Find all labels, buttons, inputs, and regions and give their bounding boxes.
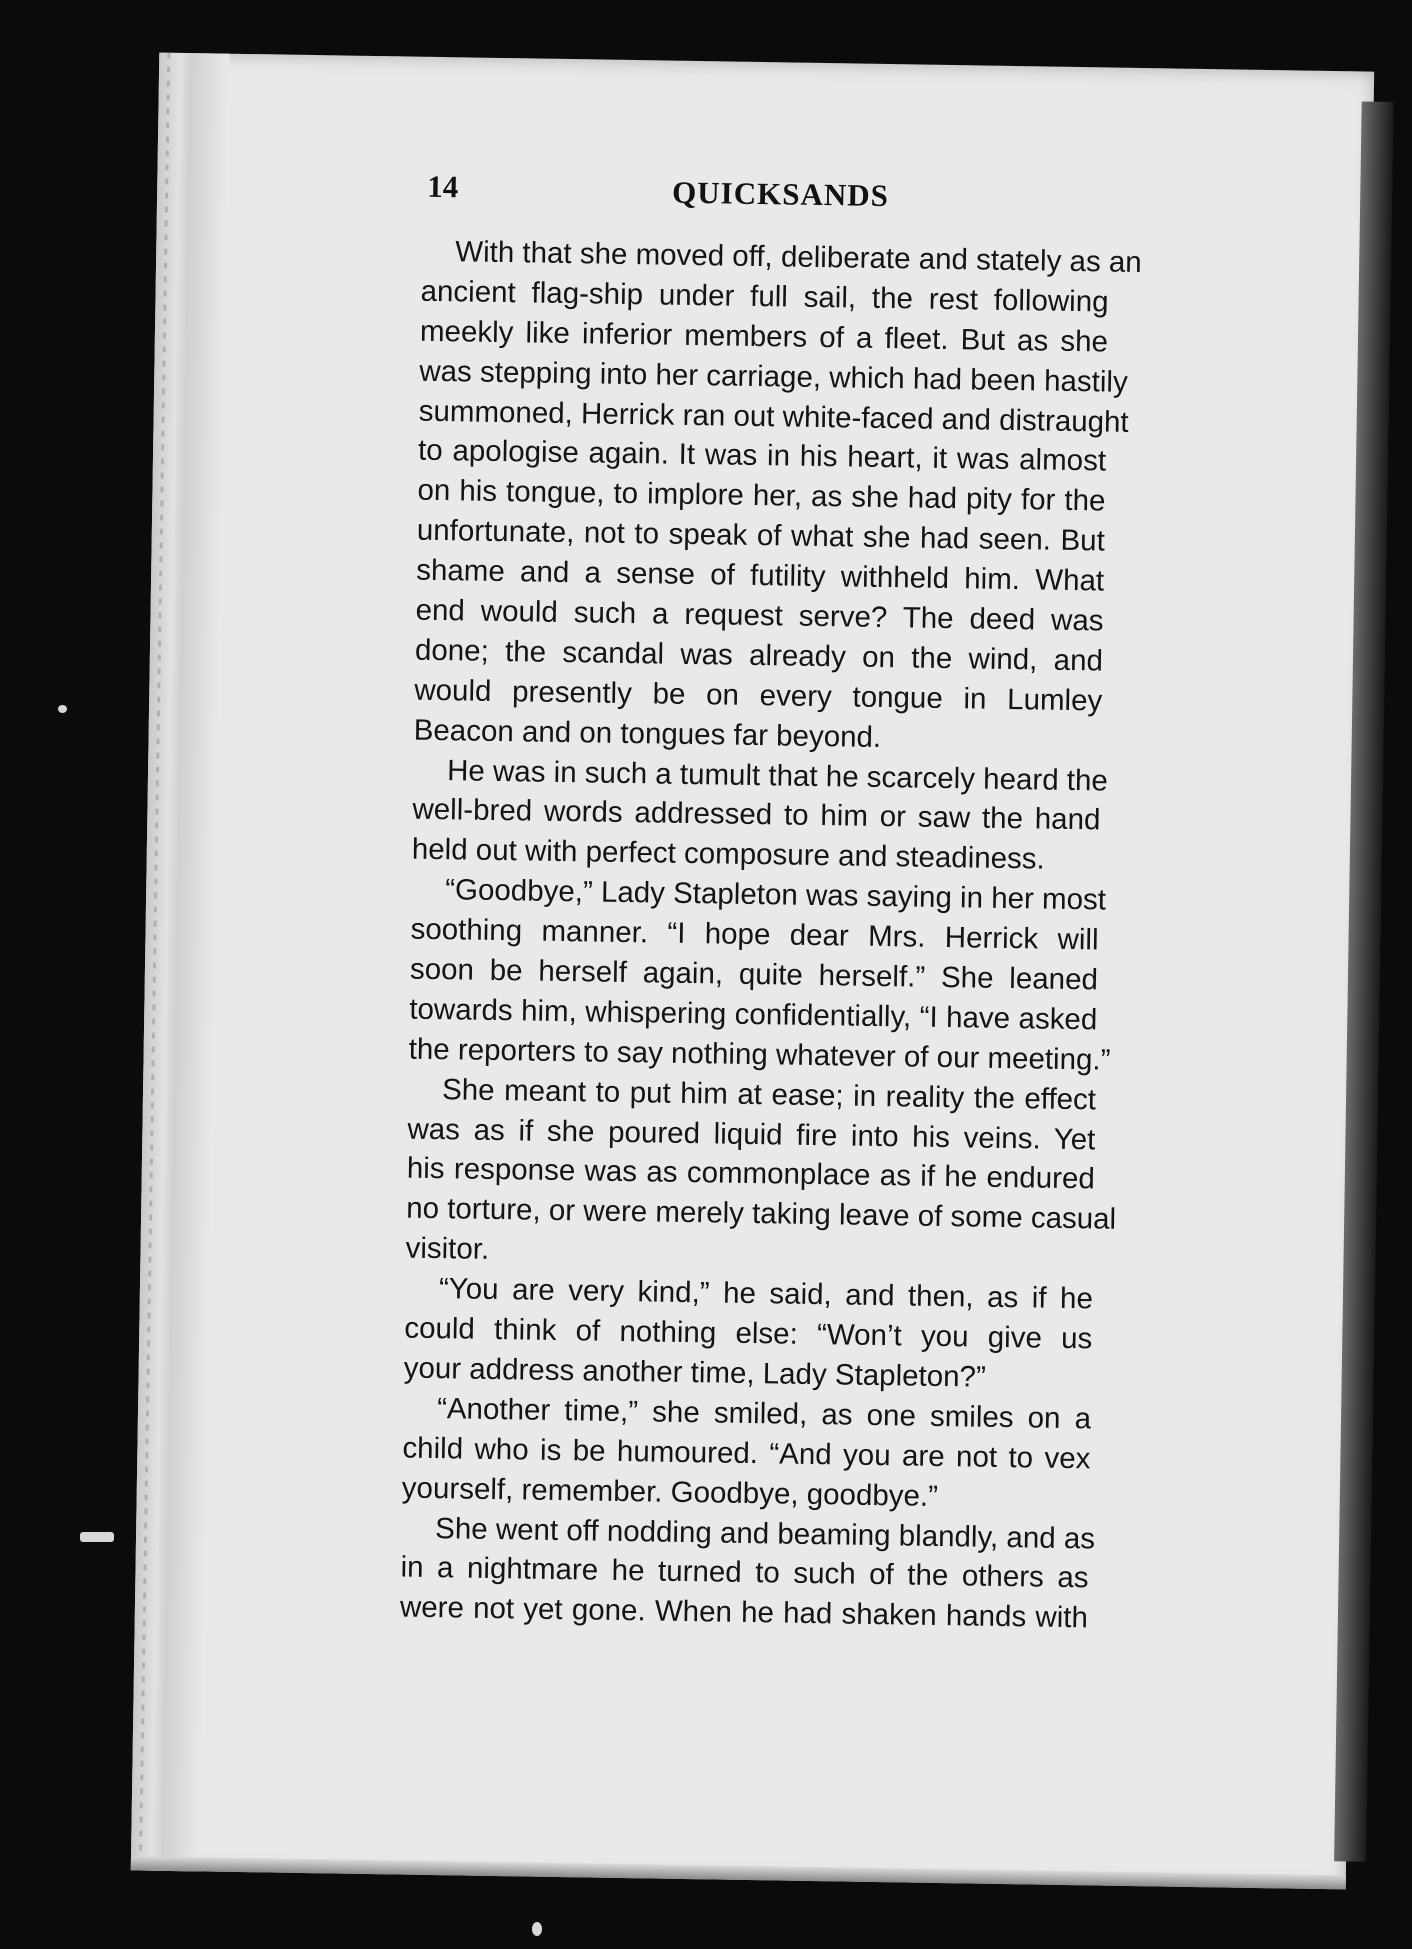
running-title: QUICKSANDS xyxy=(671,174,890,214)
text-line: held out with perfect composure and steadiness. xyxy=(411,832,1046,876)
text-line: ancient flag-ship under full sail, the rest following xyxy=(420,274,1109,319)
text-line: would presently be on every tongue in Lumley xyxy=(414,673,1103,718)
scan-speck xyxy=(532,1922,542,1936)
text-line: was stepping into her carriage, which had been hastily xyxy=(419,354,1128,399)
text-line: your address another time, Lady Stapleton?” xyxy=(403,1351,987,1394)
page-number: 14 xyxy=(427,168,459,205)
text-line: meekly like inferior members of a fleet. But as she xyxy=(419,314,1109,359)
text-line: “Another time,” she smiled, as one smiles on a xyxy=(436,1391,1092,1436)
scan-speck xyxy=(80,1532,114,1542)
text-line: She meant to put him at ease; in reality the effect xyxy=(441,1072,1097,1117)
book-page xyxy=(131,53,1374,1890)
text-line: soon be herself again, quite herself.” She leaned xyxy=(409,952,1099,997)
text-line: his response was as commonplace as if he endured xyxy=(406,1152,1096,1196)
text-line: in a nightmare he turned to such of the others as xyxy=(400,1550,1089,1595)
text-line: yourself, remember. Goodbye, goodbye.” xyxy=(401,1471,939,1513)
text-line: child who is be humoured. “And you are not to vex xyxy=(402,1431,1091,1476)
text-line: With that she moved off, deliberate and stately as an xyxy=(455,235,1142,280)
text-line: the reporters to say nothing whatever of our meeting.” xyxy=(408,1032,1111,1077)
text-line: was as if she poured liquid fire into his veins. Yet xyxy=(407,1112,1096,1156)
text-line: visitor. xyxy=(405,1231,490,1267)
page-bottom-edge xyxy=(131,1856,1346,1889)
text-line: “Goodbye,” Lady Stapleton was saying in her most xyxy=(444,873,1107,917)
text-line: summoned, Herrick ran out white-faced and distraught xyxy=(418,394,1129,439)
text-line: He was in such a tumult that he scarcely heard the xyxy=(446,753,1109,798)
text-line: “You are very kind,” he said, and then, as if he xyxy=(438,1272,1094,1316)
text-line: to apologise again. It was in his heart, it was almost xyxy=(417,434,1107,478)
text-line: on his tongue, to implore her, as she had pity for the xyxy=(417,474,1106,518)
text-line: soothing manner. “I hope dear Mrs. Herrick will xyxy=(410,912,1099,957)
text-line: well-bred words addressed to him or saw the hand xyxy=(412,793,1101,837)
page-binding-shadow xyxy=(131,53,230,1872)
page-header xyxy=(427,169,1028,224)
body-text xyxy=(399,232,1142,1639)
text-line: could think of nothing else: “Won’t you give us xyxy=(404,1311,1093,1356)
page-edge-shadow xyxy=(1334,101,1394,1861)
text-line: unfortunate, not to speak of what she had seen. But xyxy=(416,513,1106,558)
text-line: towards him, whispering confidentially, “I have asked xyxy=(409,992,1098,1037)
scan-speck xyxy=(58,705,67,713)
text-line: She went off nodding and beaming blandly, and as xyxy=(434,1511,1096,1555)
text-line: no torture, or were merely taking leave of some casual xyxy=(405,1191,1117,1237)
text-line: were not yet gone. When he had shaken hands with xyxy=(399,1590,1089,1635)
text-line: end would such a request serve? The deed was xyxy=(415,593,1104,638)
text-line: done; the scandal was already on the wind, and xyxy=(414,633,1104,678)
text-line: shame and a sense of futility withheld him. What xyxy=(415,553,1105,598)
text-line: Beacon and on tongues far beyond. xyxy=(413,713,882,754)
